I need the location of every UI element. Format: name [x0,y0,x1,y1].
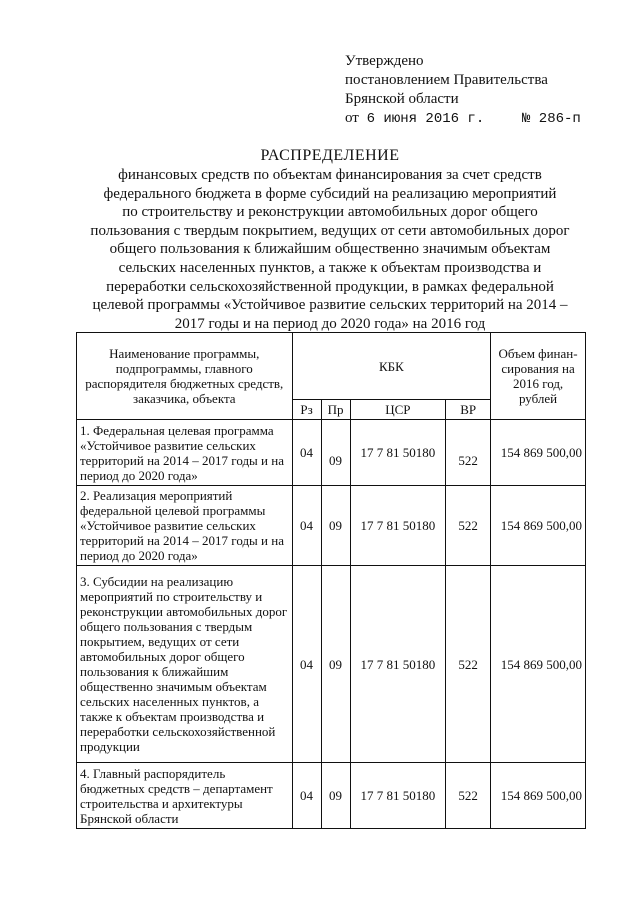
approval-date: 6 июня 2016 г. [366,111,485,127]
approval-date-prefix: от [345,110,359,126]
row-rz: 04 [292,486,321,566]
row-vr: 522 [446,566,491,763]
subtitle-line: переработки сельскохозяйственной продукции, в рамках федеральной [106,278,554,295]
row-vr: 522 [446,763,491,829]
approval-resolution: постановлением Правительства [345,72,548,88]
row-rz: 04 [292,566,321,763]
row-name: 3. Субсидии на реализацию мероприятий по строительству и реконструкции автомобильных дорог общего пользования с твердым покрытием, ведущих от сети автомобильных дорог общего пользования к ближайшим общественно значимым объектам сельских населенных пунктов, а также к объектам производства и переработки сельскохозяйственной продукции [77,566,293,763]
approval-approved: Утверждено [345,53,424,69]
header-name: Наименование программы, подпрограммы, главного распорядителя бюджетных средств, заказчика, объекта [77,333,293,420]
header-kbk: КБК [292,333,491,400]
row-csr: 17 7 81 50180 [350,420,446,486]
table-row [77,763,586,829]
table-row [77,486,586,566]
header-vr: ВР [446,400,491,420]
row-pr: 09 [321,420,350,486]
row-rz: 04 [292,420,321,486]
header-pr: Пр [321,400,350,420]
row-pr: 09 [321,486,350,566]
approval-number: № 286-п [521,111,581,127]
row-amount: 154 869 500,00 [491,420,586,486]
subtitle-line: пользования с твердым покрытием, ведущих от сети автомобильных дорог [90,222,570,239]
row-vr: 522 [446,420,491,486]
approval-stamp [345,52,581,129]
row-csr: 17 7 81 50180 [350,486,446,566]
header-csr: ЦСР [350,400,446,420]
row-csr: 17 7 81 50180 [350,566,446,763]
approval-date-line [345,109,581,129]
subtitle-line: финансовых средств по объектам финансирования за счет средств [118,167,542,183]
subtitle-line: целевой программы «Устойчивое развитие сельских территорий на 2014 – [92,297,568,314]
row-pr: 09 [321,763,350,829]
subtitle-line: федерального бюджета в форме субсидий на реализацию мероприятий [103,185,557,202]
distribution-table [76,332,586,829]
row-rz: 04 [292,763,321,829]
subtitle-line: сельских населенных пунктов, а также к объектам производства и [118,259,542,276]
subtitle-line: 2017 годы и на период до 2020 года» на 2016 год [174,315,486,332]
table-row [77,420,586,486]
row-amount: 154 869 500,00 [491,486,586,566]
row-name: 4. Главный распорядитель бюджетных средств – департамент строительства и архитектуры Брянской области [77,763,293,829]
document-title-block [60,146,600,333]
row-vr: 522 [446,486,491,566]
header-rz: Рз [292,400,321,420]
row-amount: 154 869 500,00 [491,763,586,829]
header-amount: Объем финан-сирования на 2016 год, рублей [491,333,586,420]
table-header-row [77,333,586,400]
table-row [77,566,586,763]
row-amount: 154 869 500,00 [491,566,586,763]
document-subtitle [60,166,600,333]
row-name: 1. Федеральная целевая программа «Устойчивое развитие сельских территорий на 2014 – 2017 годы и на период до 2020 года» [77,420,293,486]
subtitle-line: по строительству и реконструкции автомобильных дорог общего [122,204,538,221]
row-name: 2. Реализация мероприятий федеральной целевой программы «Устойчивое развитие сельских территорий на 2014 – 2017 годы и на период до 2020 года» [77,486,293,566]
document-title: РАСПРЕДЕЛЕНИЕ [260,147,400,164]
approval-region: Брянской области [345,91,459,107]
row-pr: 09 [321,566,350,763]
subtitle-line: общего пользования к ближайшим общественно значимым объектам [109,241,551,258]
row-csr: 17 7 81 50180 [350,763,446,829]
